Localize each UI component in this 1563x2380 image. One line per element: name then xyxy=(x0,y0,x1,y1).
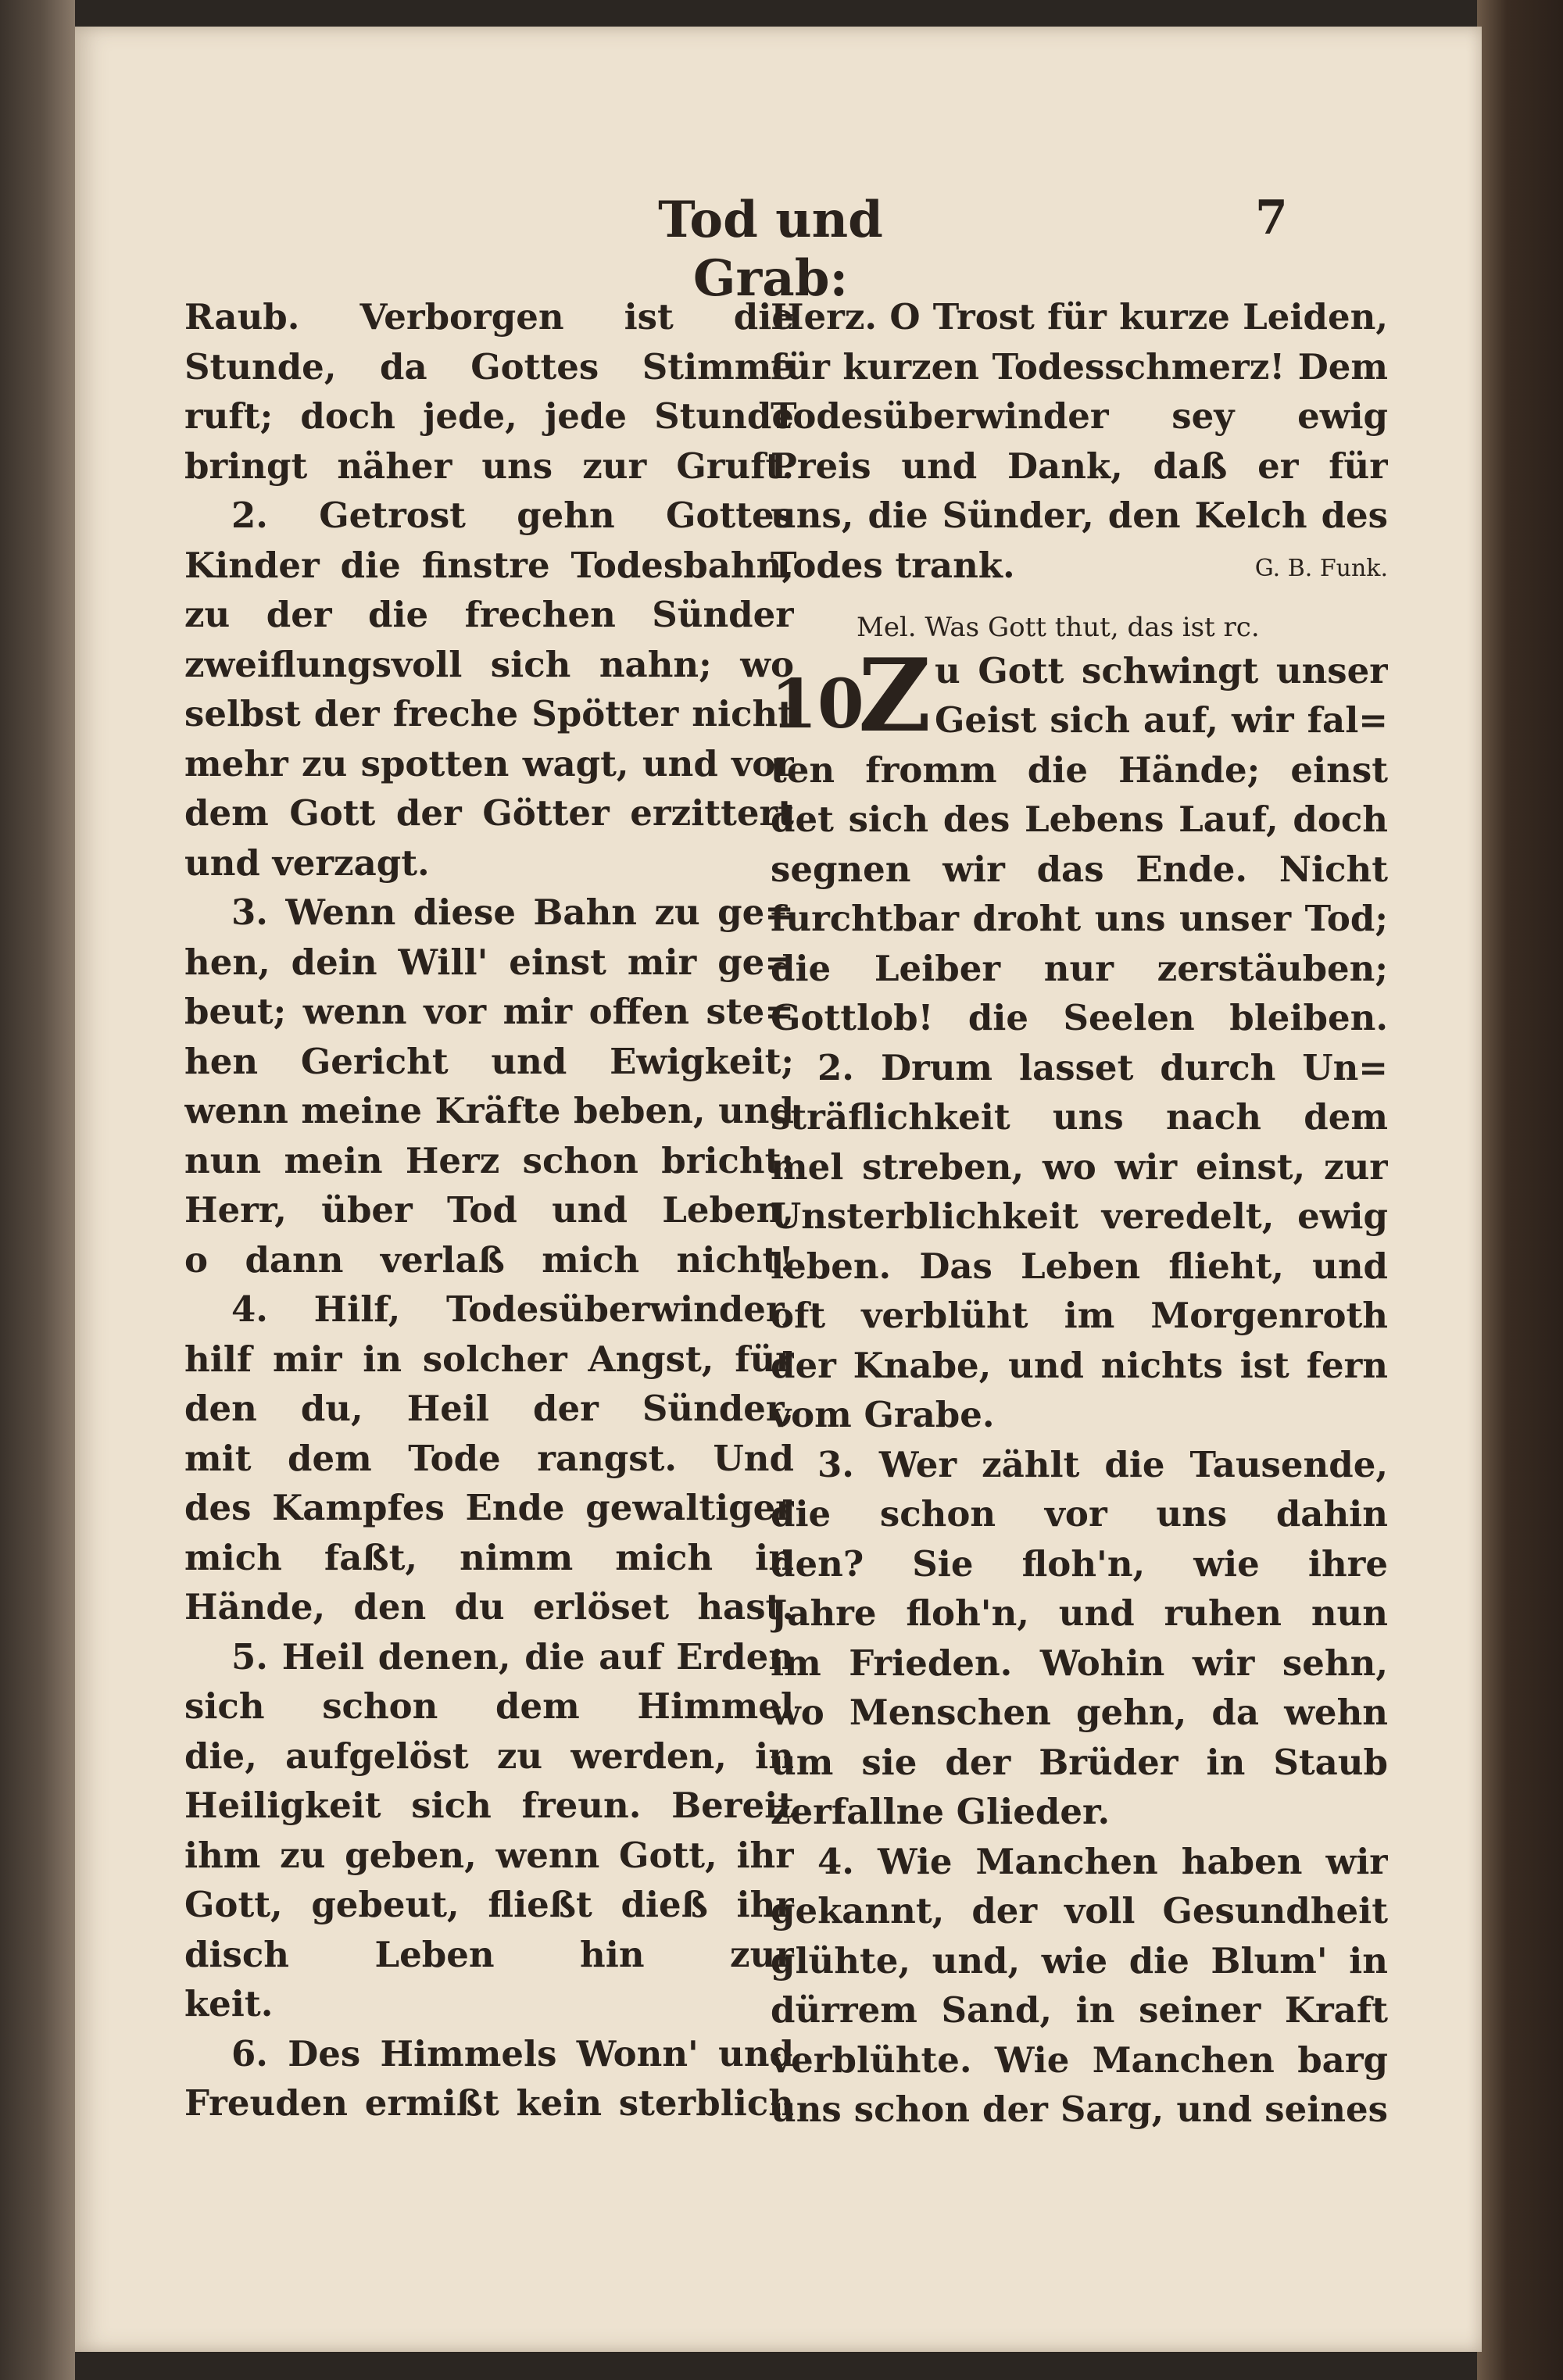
text-line: mit dem Tode rangst. Und xyxy=(184,1437,794,1479)
book-cover-edge xyxy=(1477,0,1563,2380)
text-line: mehr zu spotten wagt, und vor xyxy=(184,742,794,784)
text-line: Unsterblichkeit veredelt, ewig xyxy=(771,1195,1388,1237)
text-line: Herz. O Trost für kurze Leiden, xyxy=(771,296,1388,338)
text-line: Heiligkeit sich freun. Bereit xyxy=(184,1785,794,1826)
text-line: bringt näher uns zur Gruft. xyxy=(184,445,794,487)
text-line: 2. Getrost gehn Gottes xyxy=(231,495,794,536)
text-line: oft verblüht im Morgenroth xyxy=(771,1295,1388,1336)
text-line: ruft; doch jede, jede Stunde xyxy=(184,395,794,437)
text-line: Jahre floh'n, und ruhen nun xyxy=(771,1592,1388,1634)
text-line: wo Menschen gehn, da wehn xyxy=(771,1692,1388,1733)
text-line: für kurzen Todesschmerz! Dem xyxy=(771,345,1388,388)
running-title: Tod und Grab: xyxy=(658,191,883,308)
text-line: vom Grabe. xyxy=(771,1394,995,1435)
text-line: 3. Wenn diese Bahn zu ge= xyxy=(231,892,794,933)
text-line: 2. Drum lasset durch Un= xyxy=(817,1046,1388,1088)
text-line: ihm zu geben, wenn Gott, ihr xyxy=(184,1834,794,1876)
text-line: Gott, gebeut, fließt dieß ihr xyxy=(184,1884,794,1925)
text-line: Todesüberwinder sey ewig xyxy=(771,395,1388,437)
melody-indication: Mel. Was Gott thut, das ist rc. xyxy=(857,612,1260,643)
text-line: zerfallne Glieder. xyxy=(771,1791,1111,1832)
text-line: 6. Des Himmels Wonn' und xyxy=(231,2032,794,2074)
text-line: hilf mir in solcher Angst, für xyxy=(184,1338,794,1380)
text-line: 4. Hilf, Todesüberwinder, xyxy=(231,1288,794,1330)
book-spine-left xyxy=(0,0,75,2380)
text-line: die Leiber nur zerstäuben; xyxy=(771,947,1388,989)
text-line: zweiflungsvoll sich nahn; wo xyxy=(184,643,794,685)
text-line: Geist sich auf, wir fal= xyxy=(935,699,1388,741)
text-line: furchtbar droht uns unser Tod; xyxy=(771,898,1388,939)
text-line: disch Leben hin zur xyxy=(184,1933,794,1975)
text-line: hen Gericht und Ewigkeit; xyxy=(184,1040,794,1082)
text-line: nun mein Herz schon bricht: xyxy=(184,1139,794,1181)
text-line: ten fromm die Hände; einst xyxy=(771,749,1388,791)
text-line: die, aufgelöst zu werden, in xyxy=(184,1735,794,1777)
text-line: Freuden ermißt kein sterblich xyxy=(184,2082,794,2124)
text-line: wenn meine Kräfte beben, und xyxy=(184,1090,794,1131)
text-line: Herr, über Tod und Leben, xyxy=(184,1189,794,1231)
text-line: glühte, und, wie die Blum' in xyxy=(771,1939,1388,1982)
text-line: sich schon dem Himmel xyxy=(184,1685,794,1727)
drop-cap-initial: Z xyxy=(858,637,932,755)
hymn-number: 10. xyxy=(771,664,888,744)
text-line: leben. Das Leben flieht, und xyxy=(771,1245,1388,1287)
text-line: zu der die frechen Sünder xyxy=(184,594,794,635)
text-line: mich faßt, nimm mich in xyxy=(184,1536,794,1578)
text-line: segnen wir das Ende. Nicht xyxy=(771,848,1388,890)
text-line: des Kampfes Ende gewaltiger xyxy=(184,1487,794,1528)
text-line: sträflichkeit uns nach dem xyxy=(771,1096,1388,1138)
text-line: 3. Wer zählt die Tausende, xyxy=(817,1443,1388,1485)
text-line: Hände, den du erlöset hast. xyxy=(184,1586,794,1628)
text-line: Raub. Verborgen ist die xyxy=(184,296,794,338)
text-line: gekannt, der voll Gesundheit xyxy=(771,1890,1388,1932)
stanza-closing-line xyxy=(771,541,1388,591)
text-line: Preis und Dank, daß er für xyxy=(771,445,1388,487)
author-attribution: G. B. Funk. xyxy=(1254,554,1388,582)
text-line: u Gott schwingt unser xyxy=(935,649,1388,691)
text-line: Gottlob! die Seelen bleiben. xyxy=(771,997,1388,1038)
text-line: dem Gott der Götter erzittert xyxy=(184,792,794,834)
text-line: im Frieden. Wohin wir sehn, xyxy=(771,1642,1388,1684)
text-line: die schon vor uns dahin xyxy=(771,1493,1388,1535)
text-line: Kinder die finstre Todesbahn, xyxy=(184,544,794,586)
text-line: den du, Heil der Sünder, xyxy=(184,1388,794,1429)
text-line: beut; wenn vor mir offen ste= xyxy=(184,991,794,1032)
text-line: um sie der Brüder in Staub xyxy=(771,1741,1388,1783)
text-line: keit. xyxy=(184,1983,274,2024)
text-line: uns, die Sünder, den Kelch des xyxy=(771,495,1388,536)
text-line: verblühte. Wie Manchen barg xyxy=(771,2039,1388,2081)
text-line: selbst der freche Spötter nicht xyxy=(184,693,794,734)
text-line: 4. Wie Manchen haben wir xyxy=(817,1840,1388,1882)
text-line: det sich des Lebens Lauf, doch xyxy=(771,799,1388,840)
book-page xyxy=(75,27,1482,2352)
page-number: 7 xyxy=(1255,191,1288,245)
text-line: o dann verlaß mich nicht! xyxy=(184,1238,794,1281)
right-text-column xyxy=(771,292,1388,2135)
text-line: und verzagt. xyxy=(184,842,430,884)
text-line: Stunde, da Gottes Stimme xyxy=(184,345,794,388)
left-text-column xyxy=(184,292,794,2128)
text-line: den? Sie floh'n, wie ihre xyxy=(771,1542,1388,1585)
running-header xyxy=(75,183,1482,308)
text-line: mel streben, wo wir einst, zur xyxy=(771,1145,1388,1188)
text-line: hen, dein Will' einst mir ge= xyxy=(184,941,794,983)
text-line: dürrem Sand, in seiner Kraft xyxy=(771,1989,1388,2031)
hymn-opening xyxy=(771,637,1388,755)
text-line: uns schon der Sarg, und seines xyxy=(771,2089,1388,2130)
text-line: der Knabe, und nichts ist fern xyxy=(771,1344,1388,1386)
text-line: 5. Heil denen, die auf Erden xyxy=(231,1635,794,1678)
closing-text: Todes trank. xyxy=(771,544,1015,586)
